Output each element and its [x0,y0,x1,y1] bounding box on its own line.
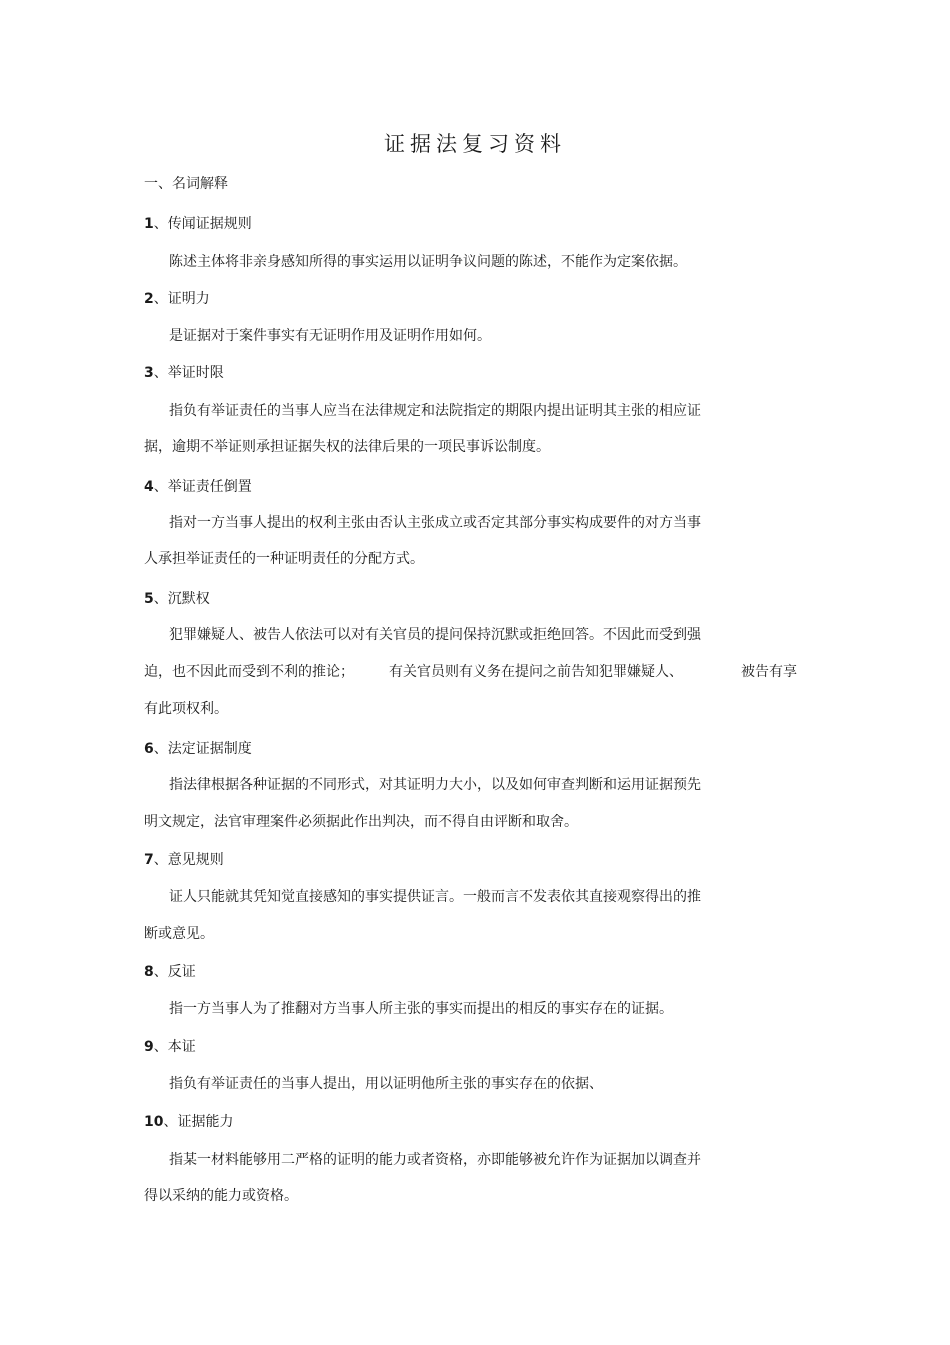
term-definition-line: 指负有举证责任的当事人提出，用以证明他所主张的事实存在的依据、 [169,1076,603,1092]
term-definition-line: 据，逾期不举证则承担证据失权的法律后果的一项民事诉讼制度。 [144,439,550,455]
term-name: 反证 [167,964,196,980]
term-heading-9: 9、本证 [144,1039,196,1055]
term-definition-line: 犯罪嫌疑人、被告人依法可以对有关官员的提问保持沉默或拒绝回答。不因此而受到强 [169,627,701,643]
term-heading-6: 6、法定证据制度 [144,741,252,757]
term-definition-line: 证人只能就其凭知觉直接感知的事实提供证言。一般而言不发表依其直接观察得出的推 [169,889,701,905]
term-number: 1 [144,216,154,232]
term-heading-7: 7、意见规则 [144,852,224,868]
term-number: 6 [144,741,154,757]
term-heading-10: 10、证据能力 [144,1114,234,1130]
term-definition-line: 指法律根据各种证据的不同形式，对其证明力大小，以及如何审查判断和运用证据预先 [169,777,701,793]
term-number: 7 [144,852,154,868]
term-name: 证据能力 [177,1114,234,1130]
term-definition-line: 有此项权利。 [144,701,228,717]
term-definition-line: 指对一方当事人提出的权利主张由否认主张成立或否定其部分事实构成要件的对方当事 [169,515,701,531]
term-number: 9 [144,1039,154,1055]
term-name: 沉默权 [167,591,210,607]
term-name: 意见规则 [167,852,224,868]
term-name: 举证责任倒置 [167,479,252,495]
term-name: 证明力 [167,291,210,307]
term-name: 传闻证据规则 [167,216,252,232]
term-definition-line: 指负有举证责任的当事人应当在法律规定和法院指定的期限内提出证明其主张的相应证 [169,403,701,419]
term-definition-line: 陈述主体将非亲身感知所得的事实运用以证明争议问题的陈述，不能作为定案依据。 [169,254,687,270]
term-heading-5: 5、沉默权 [144,591,210,607]
term-definition-line: 人承担举证责任的一种证明责任的分配方式。 [144,551,424,567]
term-heading-2: 2、证明力 [144,291,210,307]
term-name: 本证 [167,1039,196,1055]
term-name: 举证时限 [167,365,224,381]
term-number: 10 [144,1114,164,1130]
term-definition-line: 指一方当事人为了推翻对方当事人所主张的事实而提出的相反的事实存在的证据。 [169,1001,673,1017]
term-number: 2 [144,291,154,307]
term-definition-line: 指某一材料能够用二严格的证明的能力或者资格，亦即能够被允许作为证据加以调查并 [169,1152,701,1168]
term-heading-4: 4、举证责任倒置 [144,479,252,495]
term-definition-line: 迫，也不因此而受到不利的推论； [144,664,354,680]
term-number: 5 [144,591,154,607]
term-heading-3: 3、举证时限 [144,365,224,381]
term-definition-line: 有关官员则有义务在提问之前告知犯罪嫌疑人、 [389,664,683,680]
document-title: 证据法复习资料 [384,132,566,156]
term-name: 法定证据制度 [167,741,252,757]
term-heading-1: 1、传闻证据规则 [144,216,252,232]
term-heading-8: 8、反证 [144,964,196,980]
term-number: 8 [144,964,154,980]
section-heading: 一、名词解释 [144,176,228,192]
term-definition-line: 明文规定，法官审理案件必须据此作出判决，而不得自由评断和取舍。 [144,814,578,830]
term-definition-line: 得以采纳的能力或资格。 [144,1188,298,1204]
term-definition-line: 断或意见。 [144,926,214,942]
term-number: 3 [144,365,154,381]
term-definition-line: 被告有享 [741,664,797,680]
term-number: 4 [144,479,154,495]
term-definition-line: 是证据对于案件事实有无证明作用及证明作用如何。 [169,328,491,344]
